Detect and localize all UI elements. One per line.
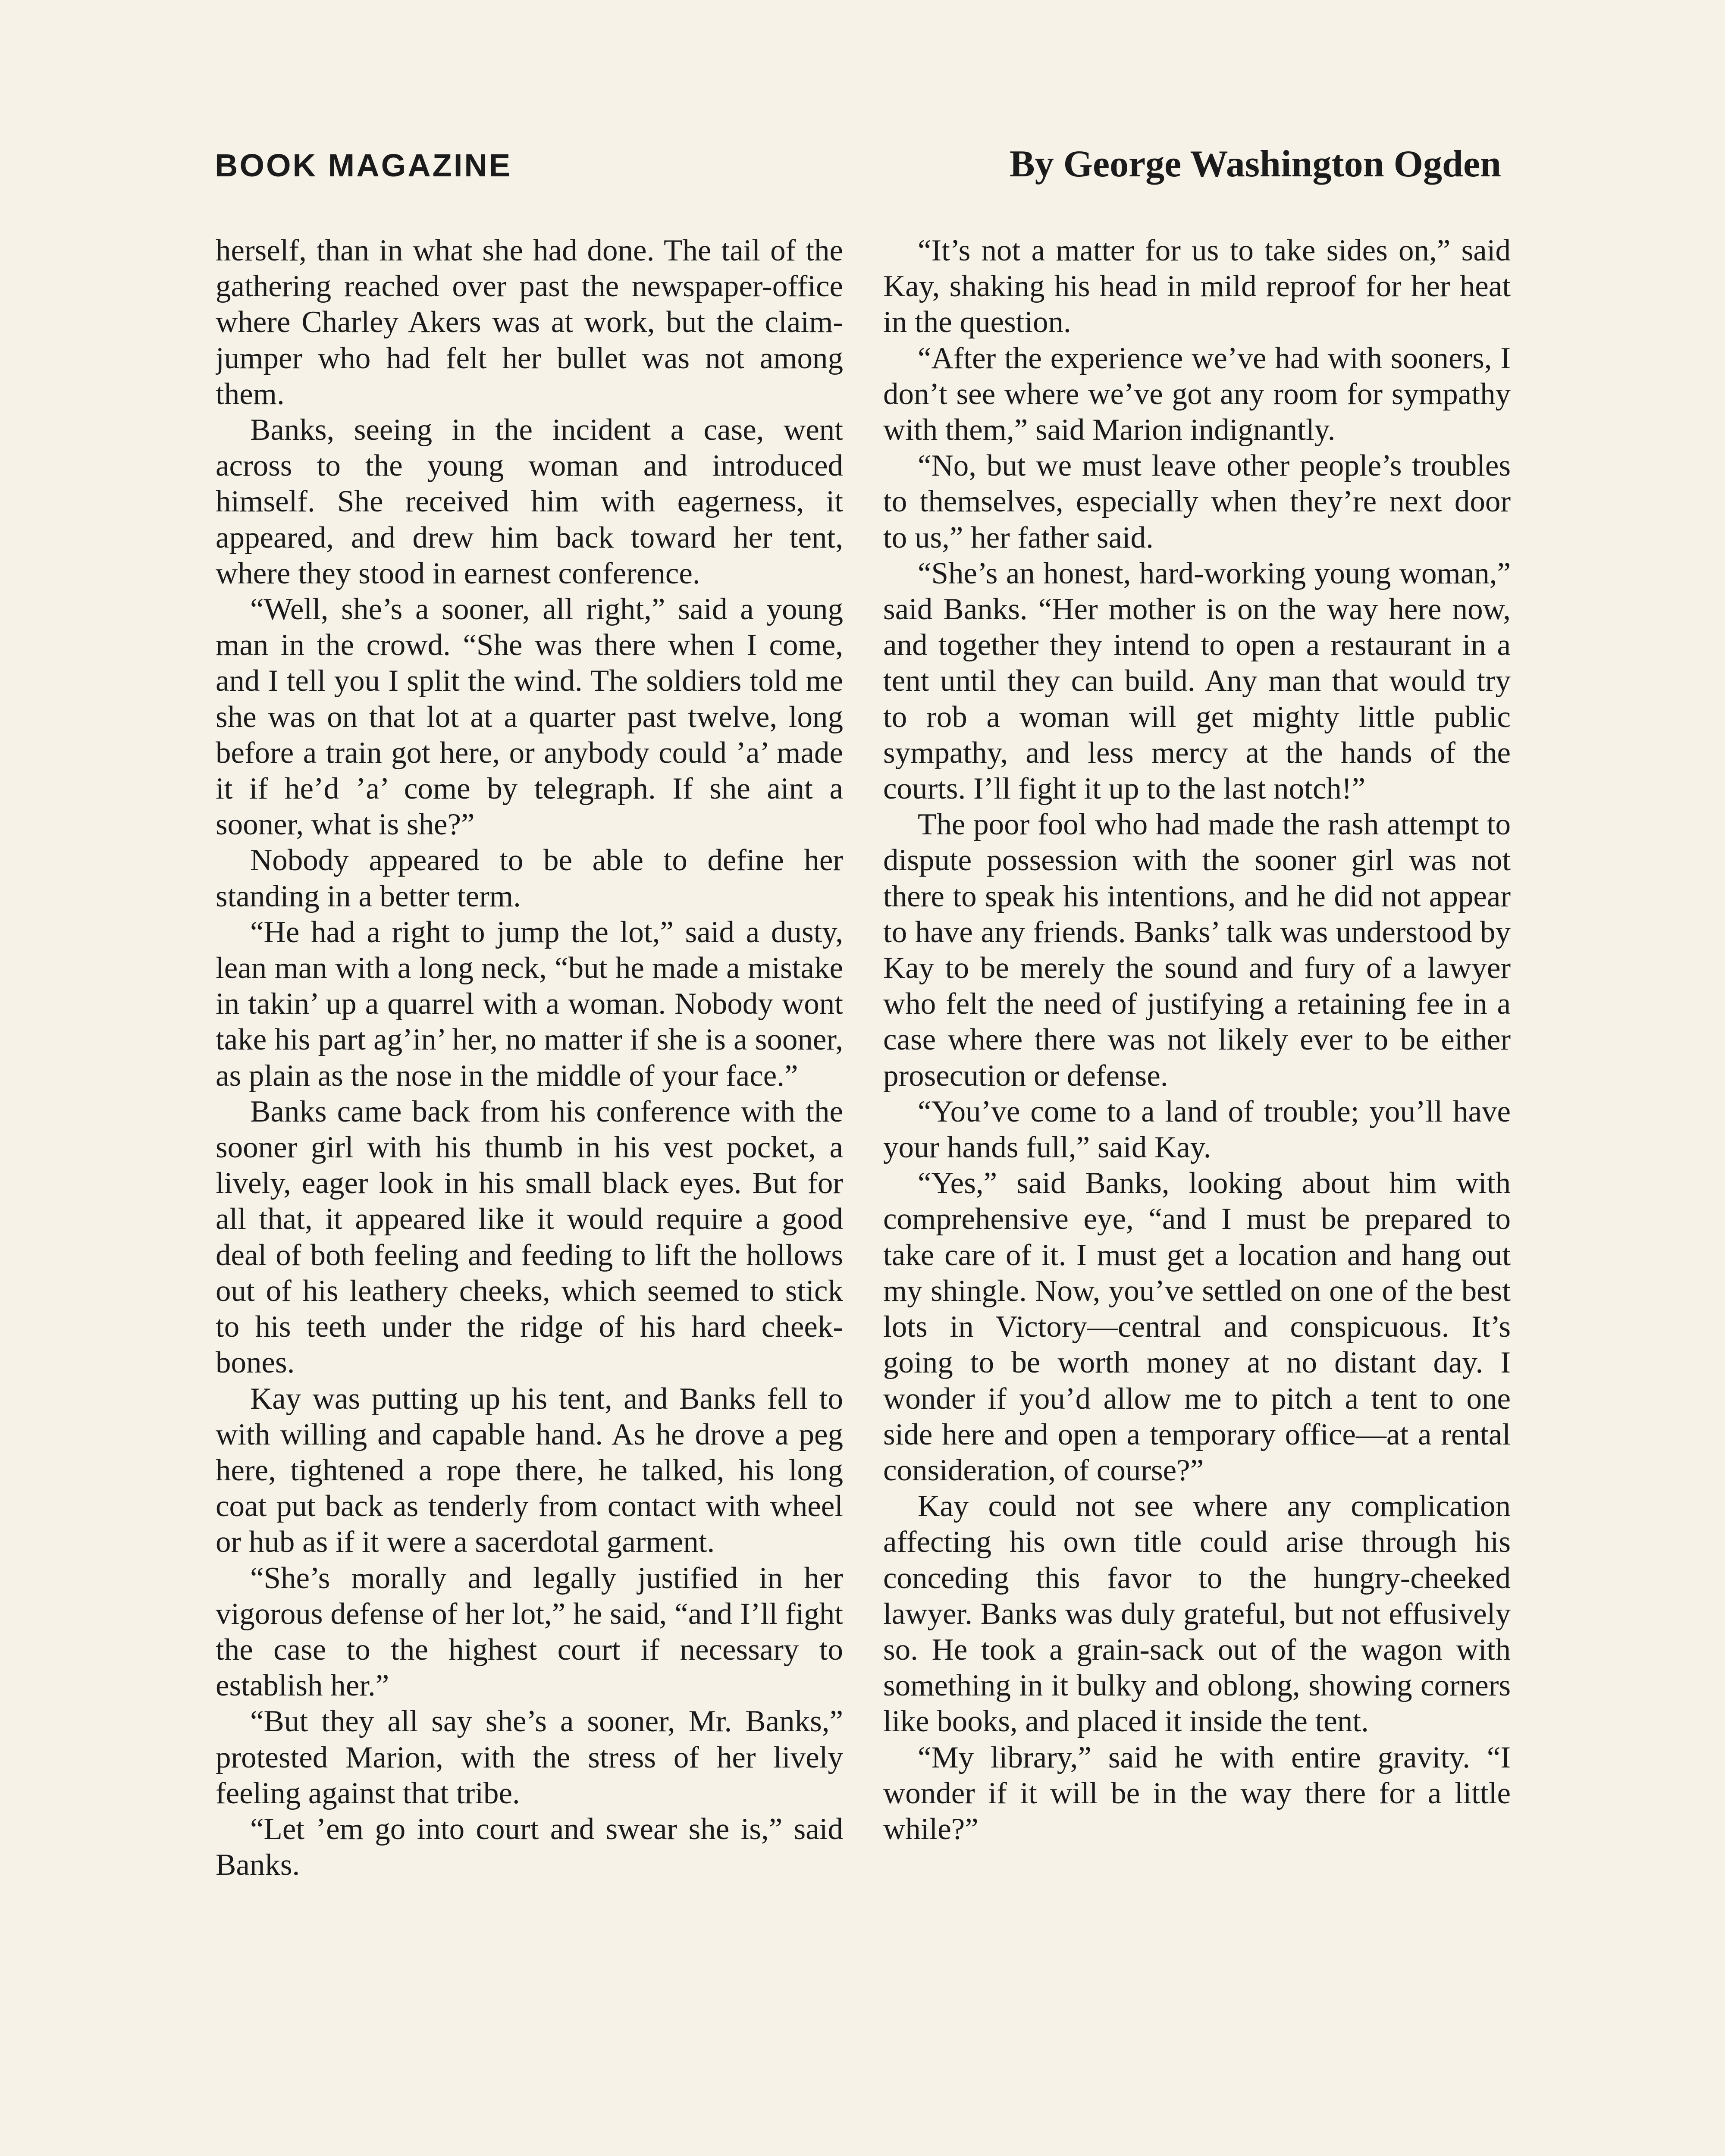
paragraph: Kay was putting up his tent, and Banks fell to with willing and capable hand. As he drove a peg here, tightened a rope there, he talked, his long coat put back as tenderly from contact with wheel or hub as if it were a sacerdotal garment. [216,1382,843,1559]
paragraph: “My library,” said he with entire gravity. “I wonder if it will be in the way there for a little while?” [883,1740,1511,1846]
paragraph: The poor fool who had made the rash attempt to dispute possession with the sooner girl was not there to speak his intentions, and he did not appear to have any friends. Banks’ talk was understood by Kay to be merely the sound and fury of a lawyer who felt the need of justifying a retaining fee in a case where there was not likely ever to be either prosecution or defense. [883,808,1511,1093]
left-column [216,233,843,2156]
paragraph: “But they all say she’s a sooner, Mr. Banks,” protested Marion, with the stress of her lively feeling against that tribe. [216,1705,843,1810]
paragraph: “No, but we must leave other people’s troubles to themselves, especially when they’re next door to us,” her father said. [883,449,1511,555]
paragraph: Kay could not see where any complication affecting his own title could arise through his conceding this favor to the hungry-cheeked lawyer. Banks was duly grateful, but not effusively so. He took a grain-sack out of the wagon with something in it bulky and oblong, showing corners like books, and placed it inside the tent. [883,1489,1511,1739]
paragraph: “Yes,” said Banks, looking about him with comprehensive eye, “and I must be prepared to take care of it. I must get a location and hang out my shingle. Now, you’ve settled on one of the best lots in Victory—central and conspicuous. It’s going to be worth money at no distant day. I wonder if you’d allow me to pitch a tent to one side here and open a temporary office—at a rental consideration, of course?” [883,1166,1511,1487]
paragraph: “She’s an honest, hard-working young woman,” said Banks. “Her mother is on the way here now, and together they intend to open a restaurant in a tent until they can build. Any man that would try to rob a woman will get mighty little public sympathy, and less mercy at the hands of the courts. I’ll fight it up to the last notch!” [883,556,1511,806]
paragraph: Nobody appeared to be able to define her standing in a better term. [216,843,843,913]
paragraph: “He had a right to jump the lot,” said a dusty, lean man with a long neck, “but he made a mistake in takin’ up a quarrel with a woman. Nobody wont take his part ag’in’ her, no matter if she is a sooner, as plain as the nose in the middle of your face.” [216,915,843,1093]
paragraph: “Well, she’s a sooner, all right,” said a young man in the crowd. “She was there when I come, and I tell you I split the wind. The soldiers told me she was on that lot at a quarter past twelve, long before a train got here, or anybody could ’a’ made it if he’d ’a’ come by telegraph. If she aint a sooner, what is she?” [216,592,843,842]
magazine-title: BOOK MAGAZINE [215,147,512,183]
paragraph: “You’ve come to a land of trouble; you’ll have your hands full,” said Kay. [883,1094,1511,1165]
running-header [215,142,1501,194]
paragraph: “She’s morally and legally justified in her vigorous defense of her lot,” he said, “and I’ll fight the case to the highest court if necessary to establish her.” [216,1561,843,1703]
paragraph: Banks, seeing in the incident a case, went across to the young woman and introduced himself. She received him with eagerness, it appeared, and drew him back toward her tent, where they stood in earnest conference. [216,413,843,590]
paragraph: herself, than in what she had done. The tail of the gathering reached over past the newspaper-office where Charley Akers was at work, but the claim-jumper who had felt her bullet was not among them. [216,234,843,411]
paragraph: “Let ’em go into court and swear she is,” said Banks. [216,1812,843,1882]
paragraph: “After the experience we’ve had with sooners, I don’t see where we’ve got any room for sympathy with them,” said Marion indignantly. [883,341,1511,447]
paragraph: “It’s not a matter for us to take sides on,” said Kay, shaking his head in mild reproof for her heat in the question. [883,234,1511,339]
paragraph: Banks came back from his conference with the sooner girl with his thumb in his vest pocket, a lively, eager look in his small black eyes. But for all that, it appeared like it would require a good deal of both feeling and feeding to lift the hollows out of his leathery cheeks, which seemed to stick to his teeth under the ridge of his hard cheek-bones. [216,1094,843,1380]
author-byline: By George Washington Ogden [1009,143,1501,185]
right-column [883,233,1511,2156]
